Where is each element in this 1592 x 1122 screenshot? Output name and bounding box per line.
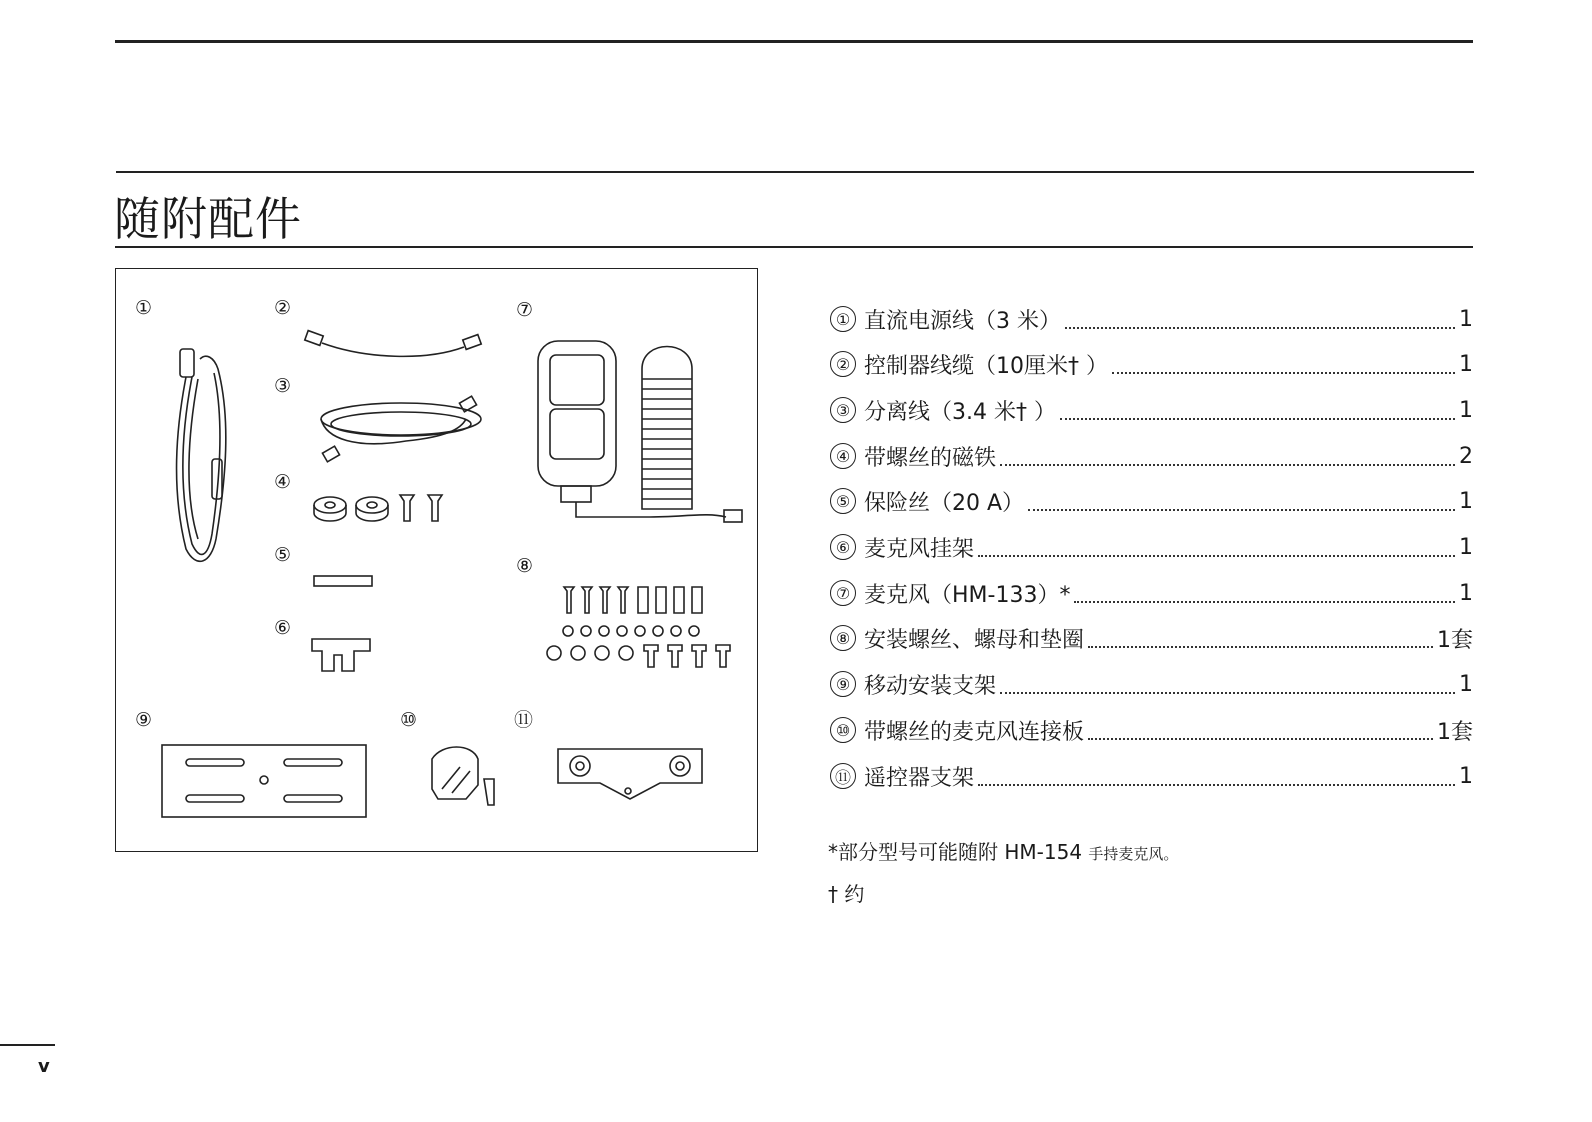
list-item (830, 621, 1473, 655)
mounting-screws-drawing (547, 587, 730, 667)
list-item (830, 439, 1473, 473)
leader-dots (1060, 418, 1455, 420)
footnote-star-small: 手持麦克风。 (1088, 845, 1179, 863)
item-quantity: 1套 (1437, 627, 1473, 653)
accessories-illustration (116, 269, 757, 851)
leader-dots (1000, 692, 1455, 694)
figure-callout-5: ⑤ (274, 544, 292, 566)
top-rule (115, 40, 1473, 43)
item-number: ② (830, 351, 856, 377)
item-label: 控制器线缆（10厘米† ） (864, 353, 1108, 379)
item-number: ⑧ (830, 625, 856, 651)
leader-dots (1088, 646, 1433, 648)
magnets-drawing (314, 495, 442, 521)
item-label: 移动安装支架 (864, 673, 997, 699)
page-number: v (38, 1056, 50, 1077)
header-rule (116, 171, 1474, 173)
item-label: 安装螺丝、螺母和垫圈 (864, 627, 1085, 653)
footnote-star (828, 836, 1178, 865)
item-number: ③ (830, 397, 856, 423)
item-quantity: 1套 (1437, 719, 1473, 745)
item-number: ① (830, 306, 856, 332)
fuse-drawing (314, 576, 372, 586)
item-quantity: 1 (1459, 671, 1473, 697)
footnote-star-text: *部分型号可能随附 HM-154 (828, 840, 1083, 864)
figure-callout-11: ⑪ (514, 709, 534, 731)
item-quantity: 1 (1459, 763, 1473, 789)
figure-callout-10: ⑩ (400, 709, 418, 731)
item-number: ⑤ (830, 488, 856, 514)
item-number: ⑨ (830, 671, 856, 697)
item-quantity: 1 (1459, 351, 1473, 377)
item-quantity: 1 (1459, 397, 1473, 423)
list-item (830, 713, 1473, 747)
leader-dots (1000, 464, 1455, 466)
figure-callout-7: ⑦ (516, 299, 534, 321)
leader-dots (1028, 509, 1455, 511)
item-quantity: 1 (1459, 580, 1473, 606)
separation-cable-drawing (321, 396, 481, 462)
figure-callout-3: ③ (274, 375, 292, 397)
controller-cable-drawing (305, 331, 481, 357)
item-quantity: 1 (1459, 534, 1473, 560)
item-quantity: 1 (1459, 306, 1473, 332)
microphone-drawing (538, 341, 742, 522)
leader-dots (1088, 738, 1433, 740)
mic-connector-plate-drawing (432, 747, 494, 805)
page-title: 随附配件 (114, 192, 302, 246)
accessories-figure (115, 268, 758, 852)
list-item (830, 667, 1473, 701)
mic-hanger-drawing (312, 639, 370, 671)
leader-dots (1074, 601, 1455, 603)
item-label: 遥控器支架 (864, 765, 975, 791)
figure-callout-4: ④ (274, 471, 292, 493)
leader-dots (978, 784, 1455, 786)
leader-dots (1112, 372, 1455, 374)
item-label: 麦克风挂架 (864, 536, 975, 562)
list-item (830, 484, 1473, 518)
leader-dots (1065, 327, 1455, 329)
item-label: 带螺丝的磁铁 (864, 445, 997, 471)
item-number: ⑩ (830, 717, 856, 743)
item-label: 保险丝（20 A） (864, 490, 1025, 516)
figure-callout-1: ① (135, 297, 153, 319)
list-item (830, 347, 1473, 381)
item-label: 分离线（3.4 米† ） (864, 399, 1056, 425)
item-quantity: 1 (1459, 488, 1473, 514)
item-label: 直流电源线（3 米） (864, 308, 1061, 334)
item-label: 带螺丝的麦克风连接板 (864, 719, 1085, 745)
page-number-rule (0, 1044, 55, 1046)
figure-callout-9: ⑨ (135, 709, 153, 731)
list-item (830, 302, 1473, 336)
title-underline (115, 246, 1473, 248)
list-item (830, 576, 1473, 610)
list-item (830, 759, 1473, 793)
item-label: 麦克风（HM-133）* (864, 582, 1071, 608)
list-item (830, 393, 1473, 427)
item-number: ⑦ (830, 580, 856, 606)
item-quantity: 2 (1459, 443, 1473, 469)
item-number: ⑥ (830, 534, 856, 560)
footnote-dagger: † 约 (828, 882, 865, 906)
figure-callout-8: ⑧ (516, 555, 534, 577)
figure-callout-2: ② (274, 297, 292, 319)
list-item (830, 530, 1473, 564)
dc-power-cable-drawing (177, 349, 226, 561)
item-number: ⑪ (830, 763, 856, 789)
item-number: ④ (830, 443, 856, 469)
remote-bracket-drawing (558, 749, 702, 799)
mounting-bracket-drawing (162, 745, 366, 817)
leader-dots (978, 555, 1455, 557)
figure-callout-6: ⑥ (274, 617, 292, 639)
